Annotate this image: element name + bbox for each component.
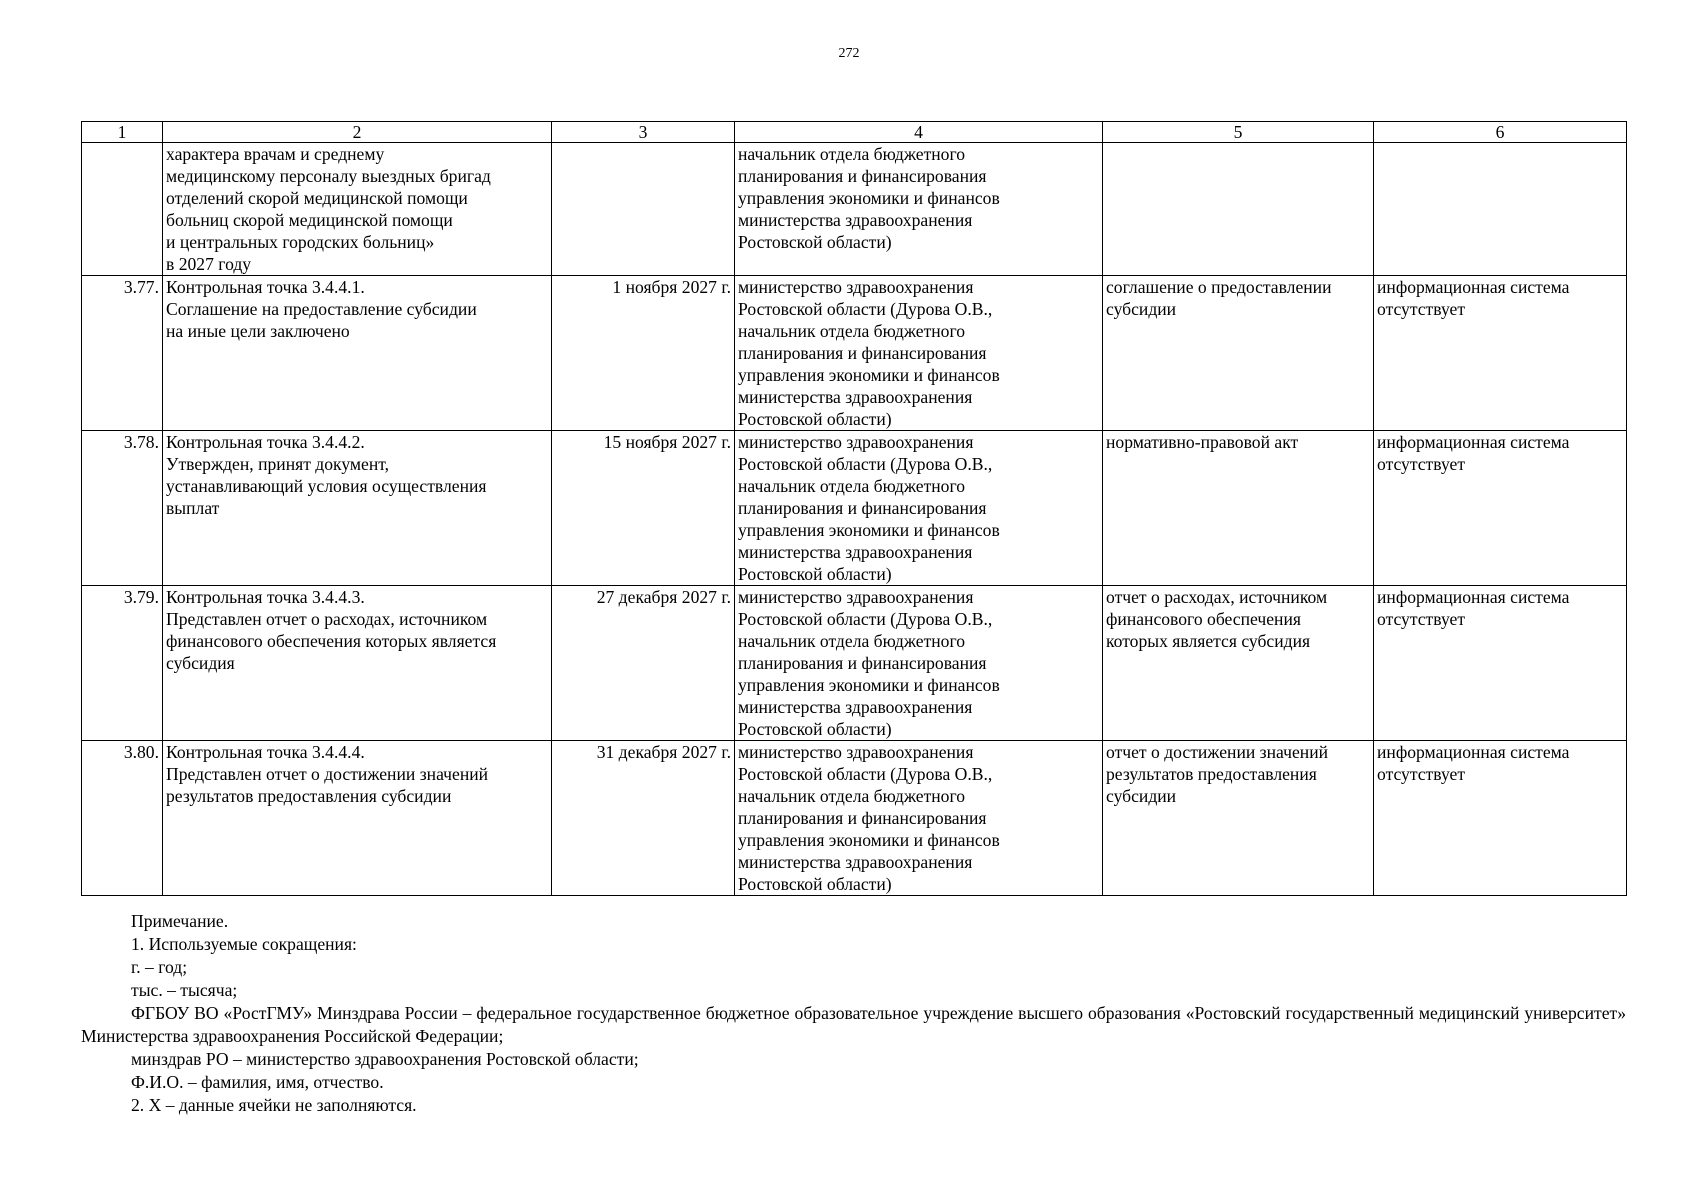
row-name: характера врачам и среднему медицинскому персоналу выездных бригад отделений скорой медицинской помощи больниц скорой медицинской помощи и центральных городских больниц» в 2027 году [163, 143, 552, 276]
table-row-continuation [82, 143, 1627, 276]
row-result: нормативно-правовой акт [1103, 431, 1374, 586]
row-number: 3.77. [82, 276, 163, 431]
row-date: 31 декабря 2027 г. [552, 741, 735, 896]
notes-title: Примечание. [131, 911, 229, 931]
note-line: г. – год; [131, 957, 188, 977]
row-name: Контрольная точка 3.4.4.4. Представлен отчет о достижении значений результатов предоставления субсидии [163, 741, 552, 896]
column-header-6: 6 [1374, 122, 1627, 143]
row-name: Контрольная точка 3.4.4.1. Соглашение на предоставление субсидии на иные цели заключено [163, 276, 552, 431]
row-name: Контрольная точка 3.4.4.2. Утвержден, принят документ, устанавливающий условия осуществления выплат [163, 431, 552, 586]
row-result: отчет о достижении значений результатов предоставления субсидии [1103, 741, 1374, 896]
table-row [82, 586, 1627, 741]
row-system: информационная система отсутствует [1374, 276, 1627, 431]
table-row [82, 431, 1627, 586]
column-header-1: 1 [82, 122, 163, 143]
row-responsible: министерство здравоохранения Ростовской области (Дурова О.В., начальник отдела бюджетного планирования и финансирования управления экономики и финансов министерства здравоохранения Ростовской области) [735, 431, 1103, 586]
row-number: 3.80. [82, 741, 163, 896]
column-header-4: 4 [735, 122, 1103, 143]
table-row [82, 741, 1627, 896]
row-date [552, 143, 735, 276]
note-line: 2. Х – данные ячейки не заполняются. [131, 1095, 417, 1115]
row-number: 3.78. [82, 431, 163, 586]
row-system: информационная система отсутствует [1374, 586, 1627, 741]
row-responsible: министерство здравоохранения Ростовской области (Дурова О.В., начальник отдела бюджетного планирования и финансирования управления экономики и финансов министерства здравоохранения Ростовской области) [735, 741, 1103, 896]
row-system: информационная система отсутствует [1374, 741, 1627, 896]
row-responsible: министерство здравоохранения Ростовской области (Дурова О.В., начальник отдела бюджетного планирования и финансирования управления экономики и финансов министерства здравоохранения Ростовской области) [735, 586, 1103, 741]
row-result: соглашение о предоставлении субсидии [1103, 276, 1374, 431]
row-number: 3.79. [82, 586, 163, 741]
column-header-2: 2 [163, 122, 552, 143]
row-date: 1 ноября 2027 г. [552, 276, 735, 431]
row-result [1103, 143, 1374, 276]
note-line: ФГБОУ ВО «РостГМУ» Минздрава России – федеральное государственное бюджетное образовательное учреждение высшего образования «Ростовский государственный медицинский университет» Министерства здравоохранения Российской Федерации; [81, 1003, 1626, 1046]
row-system [1374, 143, 1627, 276]
table-row [82, 276, 1627, 431]
row-date: 27 декабря 2027 г. [552, 586, 735, 741]
row-system: информационная система отсутствует [1374, 431, 1627, 586]
row-responsible: начальник отдела бюджетного планирования и финансирования управления экономики и финансов министерства здравоохранения Ростовской области) [735, 143, 1103, 276]
note-line: Ф.И.О. – фамилия, имя, отчество. [131, 1072, 384, 1092]
row-date: 15 ноября 2027 г. [552, 431, 735, 586]
row-name: Контрольная точка 3.4.4.3. Представлен отчет о расходах, источником финансового обеспечения которых является субсидия [163, 586, 552, 741]
note-line: 1. Используемые сокращения: [131, 934, 357, 954]
row-number [82, 143, 163, 276]
row-responsible: министерство здравоохранения Ростовской области (Дурова О.В., начальник отдела бюджетного планирования и финансирования управления экономики и финансов министерства здравоохранения Ростовской области) [735, 276, 1103, 431]
header-row [82, 122, 1627, 143]
page-number: 272 [838, 46, 860, 61]
column-header-3: 3 [552, 122, 735, 143]
note-line: минздрав РО – министерство здравоохранения Ростовской области; [131, 1049, 639, 1069]
notes-section [81, 910, 1626, 1117]
row-result: отчет о расходах, источником финансового обеспечения которых является субсидия [1103, 586, 1374, 741]
note-line: тыс. – тысяча; [131, 980, 238, 1000]
column-header-5: 5 [1103, 122, 1374, 143]
control-points-table [81, 121, 1627, 896]
